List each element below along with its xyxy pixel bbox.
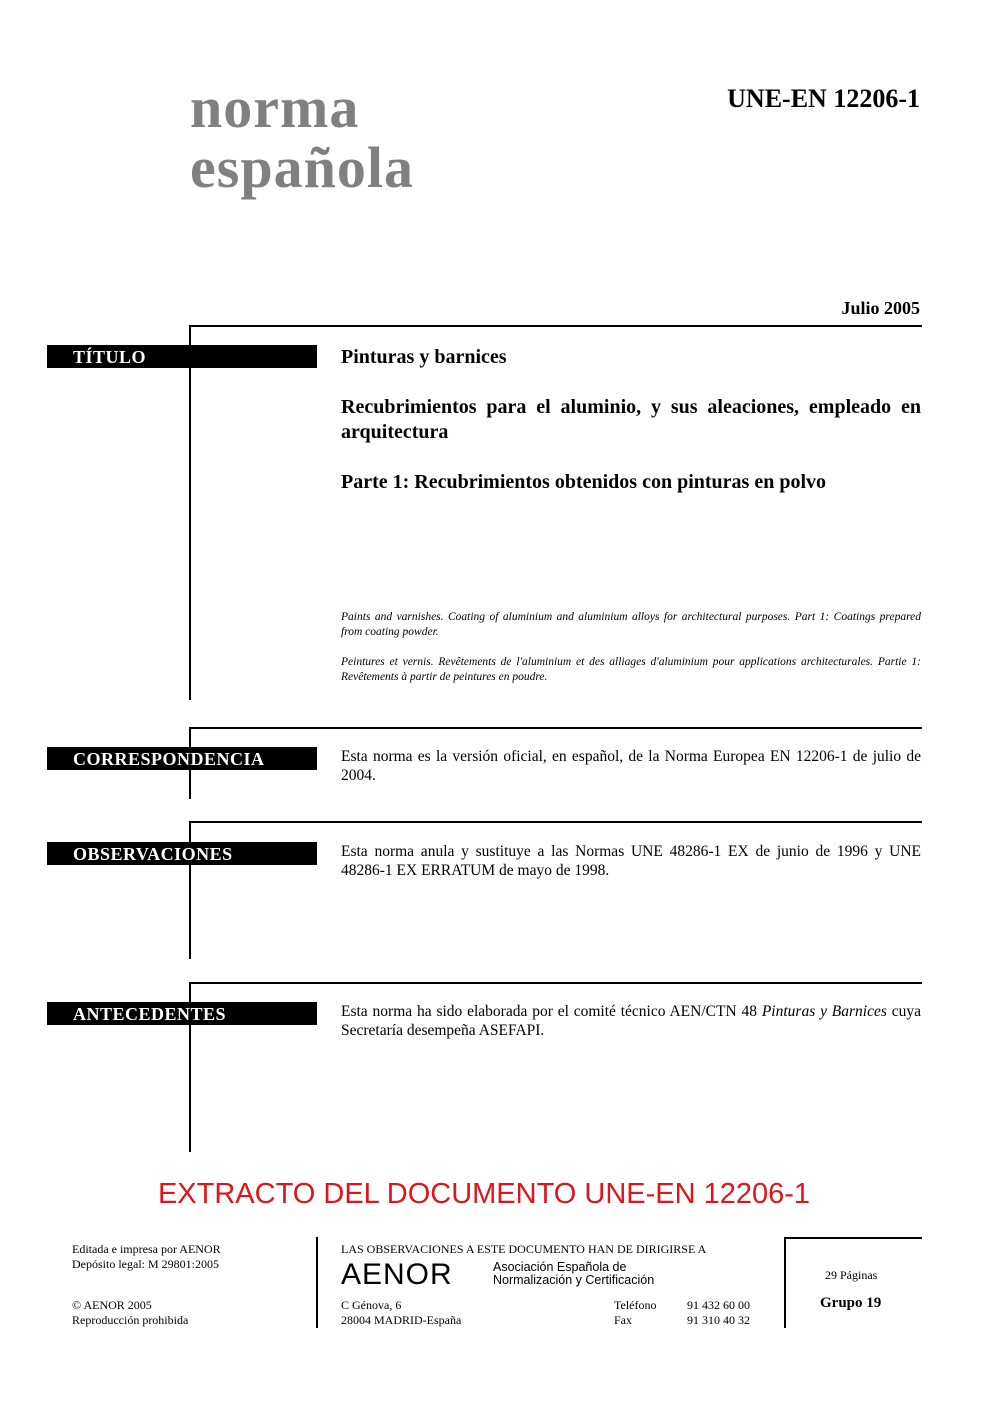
section-divider-antecedentes (189, 982, 922, 984)
document-number: UNE-EN 12206-1 (727, 84, 920, 113)
footer-publisher (72, 1242, 221, 1272)
deposito-legal: Depósito legal: M 29801:2005 (72, 1257, 219, 1271)
phone-label: Teléfono (614, 1298, 657, 1312)
footer-divider-left (316, 1237, 318, 1328)
address-city: 28004 MADRID-España (341, 1313, 462, 1327)
title-translation-en: Paints and varnishes. Coating of aluminium and aluminium alloys for architectural purposes. Part 1: Coatings prepared from coating powder. (341, 611, 921, 638)
brand-line-1: norma (190, 75, 360, 140)
observations-notice: LAS OBSERVACIONES A ESTE DOCUMENTO HAN DE DIRIGIRSE A (341, 1242, 707, 1256)
correspondencia-text: Esta norma es la versión oficial, en español, de la Norma Europea EN 12206-1 de julio de 2004. (341, 748, 921, 784)
standard-part: Parte 1: Recubrimientos obtenidos con pinturas en polvo (341, 471, 826, 493)
aenor-logo: AENOR (341, 1258, 453, 1291)
standard-subtitle: Recubrimientos para el aluminio, y sus aleaciones, empleado en arquitectura (341, 396, 921, 443)
page-count: 29 Páginas (825, 1268, 878, 1282)
fax-number: 91 310 40 32 (687, 1313, 750, 1327)
section-label-observaciones: OBSERVACIONES (47, 842, 317, 865)
assoc-line-2: Normalización y Certificación (493, 1273, 655, 1287)
observaciones-text: Esta norma anula y sustituye a las Normas UNE 48286-1 EX de junio de 1996 y UNE 48286-1 EX ERRATUM de mayo de 1998. (341, 843, 921, 879)
address-street: C Génova, 6 (341, 1298, 402, 1312)
antecedentes-committee-name: Pinturas y Barnices (761, 1003, 887, 1020)
section-bracket-titulo (189, 325, 191, 700)
aenor-association (493, 1261, 654, 1287)
footer-box-top (784, 1237, 922, 1239)
antecedentes-text-before: Esta norma ha sido elaborada por el comité técnico AEN/CTN 48 (341, 1003, 762, 1020)
fax-label: Fax (614, 1313, 632, 1327)
footer-divider-right (784, 1237, 786, 1328)
section-label-titulo: TÍTULO (47, 345, 317, 368)
antecedentes-text-after: cuya Secretaría desempeña ASEFAPI. (341, 1003, 922, 1039)
copyright: © AENOR 2005 (72, 1298, 152, 1312)
section-divider-observaciones (189, 821, 922, 823)
section-label-antecedentes: ANTECEDENTES (47, 1002, 317, 1025)
standard-title: Pinturas y barnices (341, 346, 507, 368)
edited-by: Editada e impresa por AENOR (72, 1242, 221, 1256)
section-divider-titulo (189, 325, 922, 327)
antecedentes-text (341, 1002, 921, 1040)
phone-number: 91 432 60 00 (687, 1298, 750, 1312)
reproduction-notice: Reproducción prohibida (72, 1313, 189, 1327)
section-divider-correspondencia (189, 727, 922, 729)
brand-title (190, 75, 414, 200)
extract-notice: EXTRACTO DEL DOCUMENTO UNE-EN 12206-1 (157, 1178, 811, 1210)
contact-labels (614, 1298, 656, 1328)
brand-line-2: española (190, 135, 414, 200)
price-group: Grupo 19 (820, 1295, 882, 1311)
footer-copyright (72, 1298, 188, 1328)
assoc-line-1: Asociación Española de (493, 1260, 627, 1274)
publication-date: Julio 2005 (841, 298, 920, 318)
title-translation-fr: Peintures et vernis. Revêtements de l'aluminium et des alliages d'aluminium pour applications architecturales. Partie 1: Revêtements à partir de peintures en poudre. (341, 656, 921, 683)
section-label-correspondencia: CORRESPONDENCIA (47, 747, 317, 770)
aenor-address (341, 1298, 461, 1328)
contact-values (687, 1298, 750, 1328)
